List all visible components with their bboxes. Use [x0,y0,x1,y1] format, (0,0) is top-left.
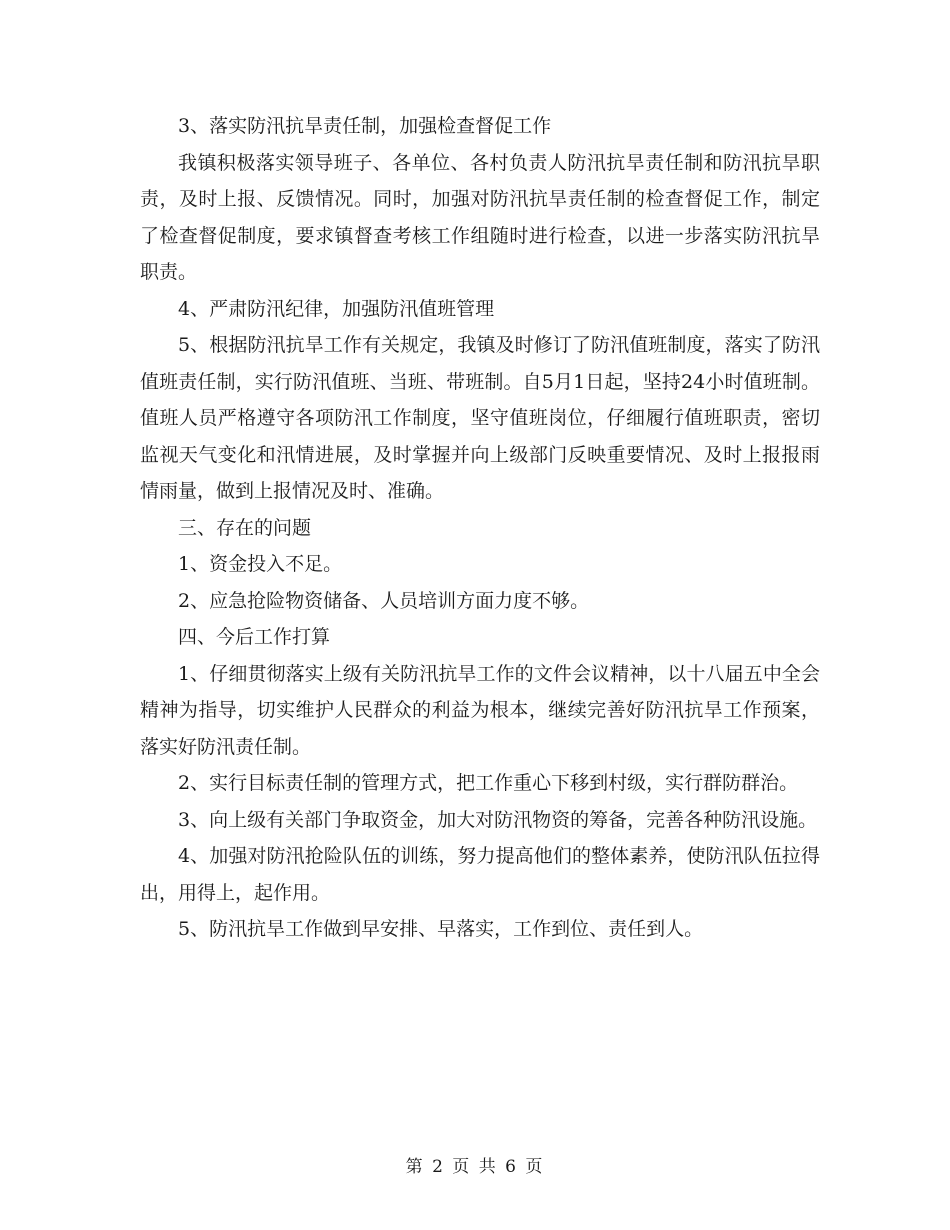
list-item: 1、仔细贯彻落实上级有关防汛抗旱工作的文件会议精神，以十八届五中全会精神为指导，切实维护人民群众的利益为根本，继续完善好防汛抗旱工作预案，落实好防汛责任制。 [140,662,820,758]
list-item: 1、资金投入不足。 [178,553,343,575]
list-item: 3、向上级有关部门争取资金，加大对防汛物资的筹备，完善各种防汛设施。 [178,808,818,831]
list-item: 4、加强对防汛抢险队伍的训练，努力提高他们的整体素养，使防汛队伍拉得出，用得上，起作用。 [140,845,820,904]
section-heading-plans: 四、今后工作打算 [178,626,331,648]
list-item: 2、应急抢险物资储备、人员培训方面力度不够。 [178,589,590,612]
paragraph: 我镇积极落实领导班子、各单位、各村负责人防汛抗旱责任制和防汛抗旱职责，及时上报、反馈情况。同时，加强对防汛抗旱责任制的检查督促工作，制定了检查督促制度，要求镇督查考核工作组随时进行检查，以进一步落实防汛抗旱职责。 [140,151,820,283]
paragraph: 5、根据防汛抗旱工作有关规定，我镇及时修订了防汛值班制度，落实了防汛值班责任制，实行防汛值班、当班、带班制。自5月1日起，坚持24小时值班制。值班人员严格遵守各项防汛工作制度，坚守值班岗位，仔细履行值班职责，密切监视天气变化和汛情进展，及时掌握并向上级部门反映重要情况、及时上报报雨情雨量，做到上报情况及时、准确。 [140,334,820,502]
paragraph-heading-3: 3、落实防汛抗旱责任制，加强检查督促工作 [178,115,552,137]
list-item: 2、实行目标责任制的管理方式，把工作重心下移到村级，实行群防群治。 [178,772,799,794]
list-item: 5、防汛抗旱工作做到早安排、早落实，工作到位、责任到人。 [178,918,704,940]
document-body [140,108,820,948]
paragraph-heading-4: 4、严肃防汛纪律，加强防汛值班管理 [178,297,495,320]
section-heading-problems: 三、存在的问题 [178,516,312,539]
page-number-footer: 第 2 页 共 6 页 [405,1157,545,1177]
